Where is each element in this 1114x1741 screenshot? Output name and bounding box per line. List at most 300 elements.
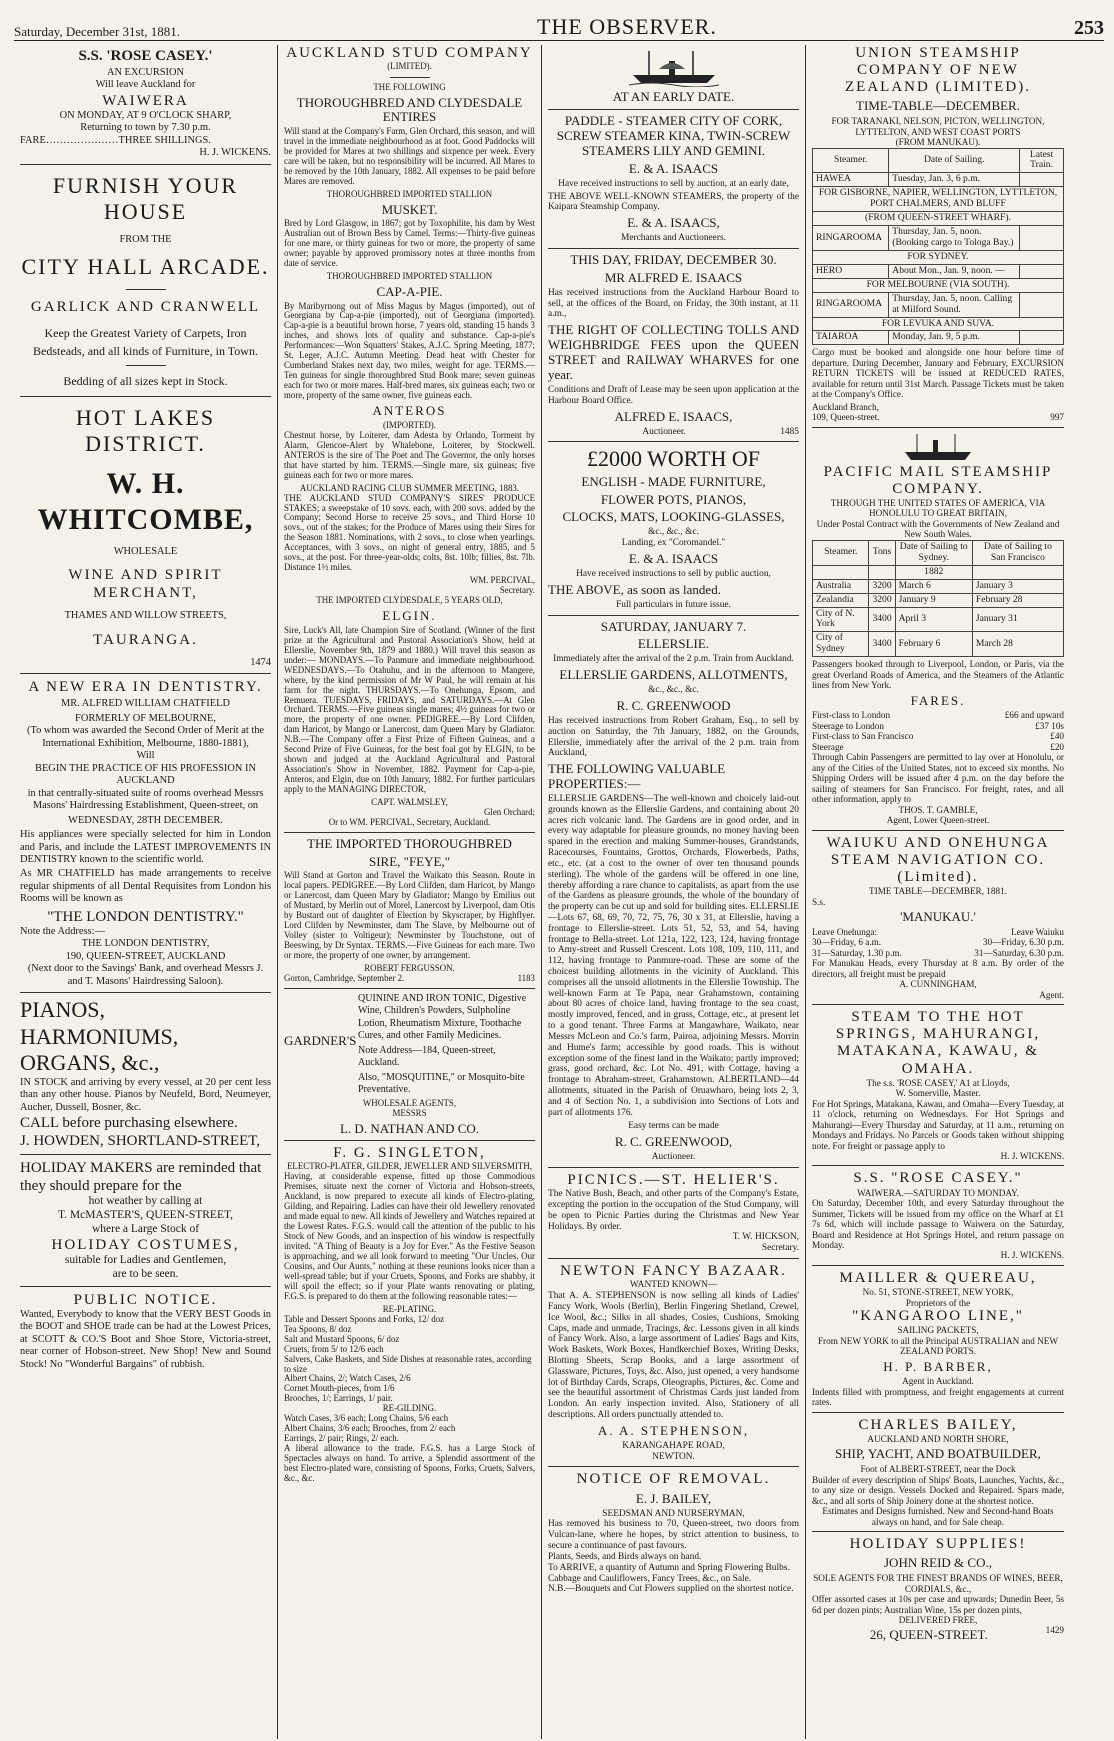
masthead-title: THE OBSERVER. [537,14,717,39]
table-row [813,226,1064,251]
cell [1020,226,1064,251]
rose-casey-2: S.S. "ROSE CASEY." [853,1170,1023,1187]
estimates: Estimates and Designs furnished. New and Second-hand Boats always on hand, and for Sale cheap. [822,1506,1054,1527]
fare-row [812,721,1064,731]
note-address: Note Address—184, Queen-street, Auckland. [358,1044,496,1069]
table-row [813,264,1064,278]
harmoniums: HARMONIUMS, [20,1023,179,1049]
rose-casey-2-text: On Saturday, December 10th, and every Saturday throughout the Summer, Tickets will be issued from my office on the Wharf at £1 7s 6d, which will include passage to Waiwera on the Saturday, Board and Residence at Hot Springs Hotel, and return passage on Monday. [812,1198,1064,1250]
barber: H. P. BARBER, [883,1358,993,1374]
dentistry-address: Note the Address:— [20,925,105,937]
picnics-text: The Native Bush, Beach, and other parts of the Company's Estate, excepting the portion in the occupation of the Stud Company, will be open to Picnic Parties during the Christmas and New Year Holidays. By order. [548,1189,799,1232]
cell: January 31 [972,607,1063,632]
cell: 3200 [869,593,895,607]
contract: Under Postal Contract with the Governments of New Zealand and New South Wales. [816,518,1060,540]
cell [869,565,895,579]
dentistry-para: His appliances were specially selected for him in London and Paris, and include the LATEST IMPROVEMENTS IN DENTISTRY known to the scientific world. [20,829,271,865]
cell: February 6 [895,632,972,657]
removal: NOTICE OF REMOVAL. [576,1471,771,1488]
fare-value: £40 [1050,731,1064,742]
cell: April 3 [895,607,972,632]
isaacs-text: Have received instructions to sell by auction, at an early date, [558,178,789,189]
gamble-agent: Agent, Lower Queen-street. [886,815,990,826]
alfred-isaacs: MR ALFRED E. ISAACS [604,269,743,285]
singleton-end: A liberal allowance to the trade. F.G.S. has a Large Stock of Spectacles always on hand. To arrive, a Splendid assortment of the best Electro-plated ware, consisting of Spoons, Forks, Cruets, Salvers, &c., &c. [284,1443,535,1484]
tauranga: TAURANGA. [93,631,198,648]
city-hall-arcade: CITY HALL ARCADE. [21,254,270,280]
holiday-line: where a Large Stock of [91,1222,200,1235]
from-the: FROM THE [119,233,172,245]
bailey: E. J. BAILEY, [635,1490,712,1506]
removal-text: Has removed his business to 70, Queen-street, two doors from Vulcan-lane, where he hopes, by strict attention to business, to secure a continuance of past favours. [548,1519,799,1552]
cell: TAIAROA [813,331,889,345]
cell: Monday, Jan. 9, 5 p.m. [889,331,1020,345]
indents: Indents filled with promptness, and freight engagements at current rates. [812,1386,1064,1408]
fare-label: Steerage [812,741,844,752]
price-item: Tea Spoons, 8/ doz [284,1323,352,1334]
following: THE FOLLOWING [373,81,446,92]
musket: MUSKET. [381,201,438,217]
cell: Australia [813,579,869,593]
etc: &c., &c., &c. [648,685,699,696]
holiday-line: are to be seen. [112,1268,179,1281]
ss: S.s. [812,896,826,907]
ad-ref: 997 [1050,412,1064,423]
isaacs-3-text: Have received instructions to sell by public auction, [576,568,771,579]
leave-cell: Leave Waiuku [1011,926,1064,937]
delivered: DELIVERED FREE, [898,1614,978,1625]
isaacs-3: E. & A. ISAACS [628,551,719,567]
price-item: Cruets, from 5/ to 12/6 each [284,1343,384,1354]
gild-item: Earrings, 2/ pair; Rings, 2/ each. [284,1433,399,1444]
price-item: Albert Chains, 2/; Watch Cases, 2/6 [284,1373,411,1384]
fares: FARES. [910,692,966,708]
holiday-line: HOLIDAY COSTUMES, [51,1237,240,1254]
fare-label: Steerage to London [812,720,884,731]
timetable-2: TIME TABLE—DECEMBER, 1881. [869,886,1007,897]
rose-casey-line: ON MONDAY, AT 9 O'CLOCK SHARP, [59,109,232,121]
table-row [813,593,1064,607]
th: Tons [869,540,895,565]
elgin-heading: THE IMPORTED CLYDESDALE, 5 YEARS OLD, [316,595,503,606]
newton-bazaar: NEWTON FANCY BAZAAR. [560,1263,787,1280]
leave-row [812,948,1064,958]
merchants: Merchants and Auctioneers. [621,233,726,244]
leave-cell: 30—Friday, 6 a.m. [812,937,882,948]
gorton-row [284,974,535,984]
dentistry-address: (Next door to the Savings' Bank, and overhead Messrs J. and T. Masons' Hairdressing Saloon). [27,963,264,987]
wholesale-agents: WHOLESALE AGENTS, [362,1097,457,1108]
th: Steamer. [813,148,889,173]
howden: J. HOWDEN, SHORTLAND-STREET, [20,1132,261,1149]
cell: RINGAROOMA [813,292,889,317]
organs: ORGANS, &c., [20,1050,160,1076]
wickens-2: H. J. WICKENS. [1000,1250,1064,1261]
table-row [813,173,1064,187]
waiwera: WAIWERA.—SATURDAY TO MONDAY. [857,1187,1019,1198]
london-dentistry: "THE LONDON DENTISTRY." [47,908,244,925]
dentistry-line: Will [136,750,155,762]
alfred-text: Has received instructions from the Auckland Harbour Board to sell, at the offices of the Board, on Friday, the 30th instant, at 11 a.m., [548,287,799,320]
elgin: ELGIN. [382,608,437,624]
gardner-name: GARDNER'S [284,1032,357,1048]
worth-line: ENGLISH - MADE FURNITURE, [581,473,766,489]
anteros-text: Chestnut horse, by Loiterer, dam Adesta by Orlando, Torment by Alarm, Glencoe-Alert by Whalebone, Loiterer, by Stockwell. ANTEROS is the sire of The Poet and The Governor, the only horses that have started by him. TERMS.—Single mare, six guineas; five guineas each for two or more mares. [284,429,535,480]
racing-text: THE AUCKLAND STUD COMPANY'S SIRES' PRODUCE STAKES; a sweepstake of 10 sovs. each, with 200 sovs. added by the Company; Second Horse to receive 25 sovs., and Third Horse 10 sovs., out of the stakes; for the Produce of Mares using their Sires for the Season 1881. Nominations, with 2 sovs., to close when yearlings. Acceptances, with 3 sovs., on night of general entry, 1885, and 5 sovs., at the post. For three-year-olds; colts, 8st. 10lb; fillies, 8st. 7lb. Distance 1½ miles. [284,492,535,573]
walmsley: CAPT. WALMSLEY, [371,797,448,808]
table-row [813,579,1064,593]
for-taranaki: FOR TARANAKI, NELSON, PICTON, WELLINGTON, LYTTELTON, AND WEST COAST PORTS [831,116,1045,137]
nb: N.B.—Bouquets and Cut Flowers supplied on the shortest notice. [548,1584,794,1595]
leave-cell: 31—Saturday, 1.30 p.m. [812,947,902,958]
column-2 [278,45,542,1739]
fare-row [812,742,1064,752]
foot-albert: Foot of ALBERT-STREET, near the Dock [860,1464,1016,1475]
fare-label: First-class to San Francisco [812,731,914,742]
messrs: MESSRS [392,1107,427,1118]
cell: Tuesday, Jan. 3, 6 p.m. [889,173,1020,187]
percival: WM. PERCIVAL, [469,575,535,586]
dentistry-line: WEDNESDAY, 28TH DECEMBER. [68,814,223,826]
worth-line: CLOCKS, MATS, LOOKING-GLASSES, [562,509,785,525]
musket-heading: THOROUGHBRED IMPORTED STALLION [326,188,493,199]
fare-row [812,710,1064,720]
cell: Zealandia [813,593,869,607]
column-3 [542,45,806,1739]
garlick-text: Keep the Greatest Variety of Carpets, Iron Bedsteads, and all kinds of Furniture, in Town. [33,325,258,358]
greenwood-text: Has received instructions from Robert Graham, Esq., to sell by auction on Saturday, the 7th January, 1882, on the Grounds, Ellerslie, immediately after the arrival of the 2 p.m. train from Auckland, [548,715,799,759]
furnish-heading: FURNISH YOUR HOUSE [52,172,239,225]
or-to: Or to WM. PERCIVAL, Secretary, Auckland. [328,817,491,828]
new-york: From NEW YORK to all the Principal AUSTRALIAN and NEW ZEALAND PORTS. [817,1335,1059,1357]
offer: Offer assorted cases at 10s per case and upwards; Dunedin Beer, 5s 6d per dozen pints; Australian Wine, 15s per dozen pints, [812,1594,1064,1615]
gild-item: Watch Cases, 3/6 each; Long Chains, 5/6 each [284,1413,449,1424]
right-collecting: THE RIGHT OF COLLECTING TOLLS AND WEIGHBRIDGE FEES upon the QUEEN STREET and RAILWAY WHARVES for one year. [548,322,799,382]
full-particulars: Full particulars in future issue. [616,599,731,610]
newton-text: That A. A. STEPHENSON is now selling all kinds of Ladies' Fancy Work, Wools (Berlin), Berlin Fingering Shetland, Crewel, Ice Wool, &c.; Silks in all shades, Cosies, Cushions, Smoking Caps, made and unmade, Tracings, &c. Lessons given in all kinds of Fancy Work. Also, a large assortment of Ladies' Bags and Kits, Work Baskets, Work Boxes, Handkerchief Boxes, Writing Desks, Blotting Sheets, Scrap Books, and a large assortment of Glassware, Pictures, Toys, &c. Also, just opened, a very handsome lot of Birthday Cards, Scraps, Oleographs, Pictures, &c. Come and see the beautiful assortment of Christmas Cards just landed from London. An early inspection invited. Also, Stationery of all descriptions. All orders punctually attended to. [548,1291,799,1421]
ad-ref: 1485 [780,426,799,437]
cell: January 3 [972,579,1063,593]
price-item: Table and Dessert Spoons and Forks, 12/ doz [284,1313,445,1324]
fare-value: £37 10s [1035,720,1064,731]
conditions: Conditions and Draft of Lease may be seen upon application at the Harbour Board Office. [548,384,799,406]
jan-7: SATURDAY, JANUARY 7. [600,618,747,634]
dentistry-line: in that centrally-situated suite of rooms overhead Messrs Masons' Hairdressing Establishment, Queen-street, on [27,787,264,812]
from-manukau: (FROM MANUKAU). [895,137,981,148]
column-4 [806,45,1070,1739]
worth: £2000 WORTH OF [586,446,761,472]
mailler: MAILLER & QUEREAU, [839,1269,1037,1286]
cell [1020,292,1064,317]
seedsman: SEEDSMAN AND NURSERYMAN, [602,1508,745,1519]
anteros: ANTEROS [372,403,447,419]
charles-bailey: CHARLES BAILEY, [858,1416,1018,1433]
page-number: 253 [1074,17,1104,39]
picnics: PICNICS.—ST. HELIER'S. [567,1171,780,1188]
holiday-line: T. McMASTER'S, QUEEN-STREET, [57,1208,234,1221]
rose-casey-line: AN EXCURSION [106,67,185,78]
fare-text: Through Cabin Passengers are permitted to lay over at Honolulu, or any of the Cities of the United States, not to exceed six months. No Shipping Orders will be issued after 4 p.m. on the day before the sailing of steamers for San Francisco. For freight, rates, and all other information, apply to [812,752,1064,805]
column-1 [14,45,278,1739]
rose-casey-line: Will leave Auckland for [95,79,196,91]
hot-lakes-heading: HOT LAKES DISTRICT. [75,404,216,457]
cell [1020,331,1064,345]
fare-value: £20 [1050,741,1064,752]
garlick-heading: GARLICK AND CRANWELL [30,298,261,315]
steam-ss: The s.s. 'ROSE CASEY,' A1 at Lloyds, [866,1077,1010,1088]
dentistry-line: (To whom was awarded the Second Order of Merit at the International Exhibition, Melbourne, 1880-1881), [26,725,265,749]
greenwood: R. C. GREENWOOD [616,697,731,713]
plants: Plants, Seeds, and Birds always on hand. [548,1551,702,1562]
steam-text: For Hot Springs, Matakana, Kawau, and Omaha—Every Tuesday, at 11 o'clock, returning on Wednesdays. For Hot Springs and Mahurangi—Every Thursday and Saturday, at 11 a.m., returning on Mondays and Fridays. No Parcels or Goods taken without shipping note. For freight or passage apply to [812,1098,1065,1151]
ad-ref: 1429 [1045,1625,1064,1636]
greenwood-2: R. C. GREENWOOD, [614,1134,733,1150]
whitcombe-name: W. H. WHITCOMBE, [37,466,254,536]
manukau: 'MANUKAU.' [900,909,976,925]
cunningham: A. CUNNINGHAM, [899,979,977,990]
fergusson: ROBERT FERGUSSON. [364,962,455,973]
feye-heading: THE IMPORTED THOROUGHBRED [307,836,512,852]
rose-casey-fare: FARE…………………THREE SHILLINGS. [20,134,211,146]
price-item: Salt and Mustard Spoons, 6/ doz [284,1333,400,1344]
thames-willow: THAMES AND WILLOW STREETS, [64,610,227,622]
wickens: H. J. WICKENS. [1000,1151,1064,1161]
cell: HAWEA [813,173,889,187]
masthead [14,6,1104,41]
wine-merchant: WINE AND SPIRIT MERCHANT, [68,567,223,602]
section: FOR SYDNEY. [813,250,1064,264]
john-reid: JOHN REID & CO., [884,1555,992,1571]
holiday-supplies: HOLIDAY SUPPLIES! [849,1536,1027,1553]
early-date: AT AN EARLY DATE. [612,89,735,104]
singleton-title: F. G. SINGLETON, [333,1145,486,1162]
cell: March 6 [895,579,972,593]
ad-ref: 1474 [250,656,271,668]
glen-orchard: Glen Orchard; [483,807,535,818]
above-steamers: THE ABOVE WELL-KNOWN STEAMERS, the property of the Kaipara Steamship Company. [548,191,799,213]
masthead-date: Saturday, December 31st, 1881. [14,24,180,39]
manukau-text: For Manukau Heads, every Thursday at 8 a.m. By order of the directors, all freight must be prepaid [812,958,1064,979]
replating: RE-PLATING. [382,1303,437,1314]
price-item: Salvers, Cake Baskets, and Side Dishes at reasonable rates, according to size [284,1353,532,1374]
stud-title: AUCKLAND STUD COMPANY [286,45,533,61]
section: FOR MELBOURNE (VIA SOUTH). [813,278,1064,292]
cell: City of N. York [813,607,869,632]
cell: RINGAROOMA [813,226,889,251]
public-notice-text: Wanted, Everybody to know that the VERY BEST Goods in the BOOT and SHOE trade can be had at the Lowest Prices, at SCOTT & CO.'S Boot and Shoe Store, Victoria-street, near corner of Hobson-street. New Shop! New and Sound Stock! No "Wonderful Bargains" of rubbish. [20,1308,271,1370]
leave-row [812,927,1064,937]
pianos: PIANOS, [20,997,105,1023]
charles-loc: AUCKLAND AND NORTH SHORE, [867,1433,1009,1444]
leave-cell: 31—Saturday, 6.30 p.m. [974,947,1064,958]
branch: Auckland Branch, [812,401,879,412]
auctioneer-2: Auctioneer. [651,1152,696,1163]
builder: Builder of every description of Ships' Boats, Launches, Yachts, &c., to any size or design. Vessels Docked and Repaired. Spars made, &c., and all sorts of Ship Joinery done at the shortest notice. [812,1474,1064,1506]
capapie: CAP-A-PIE. [376,283,443,299]
quinine: QUININE AND IRON TONIC, Digestive Wine, Children's Powders, Sulpholine Lotion, Rheumatism Mixture, Toothache Cures, and other Family Medicines. [358,992,527,1042]
leave-cell: Leave Onehunga: [812,926,878,937]
landing: Landing, ex "Coromandel." [621,538,726,549]
feye-text: Will Stand at Gorton and Travel the Waikato this Season. Route in local papers. PEDIGREE.—By Lord Clifden, dam Haricot, by Mango or Lanercost, dam Queen Mary by Gladiator; Mango by Emilius out of Mustard, by Merlin out of Morel, Lanercost by Liverpool, dam Otis by Bustard out of daughter of Election by Skyscraper, by Highflyer. Lord Clifden by Newminster, dam The Slave, by Melbourne out of Volley (sister to Voltigeur); Newminster by Touchstone, out of Beeswing, by Dr Syntax. TERMS.—Five Guineas for each mare. Two or more, the property of one owner, by arrangement. [284,870,535,960]
regilding: RE-GILDING. [382,1403,437,1414]
feye: SIRE, "FEYE," [368,853,451,869]
dentistry-para: As MR CHATFIELD has made arrangements to receive regular shipments of all Dental Requisites from London his Rooms will be known as [20,868,271,905]
th: Date of Sailing to Sydney. [895,540,972,565]
cell: Thursday, Jan. 5, noon. (Booking cargo to Tologa Bay.) [889,226,1020,251]
fare-label: First-class to London [812,710,891,721]
gardner-ad [284,993,535,1099]
rose-casey-title: S.S. 'ROSE CASEY.' [78,48,213,64]
stephenson: A. A. STEPHENSON, [597,1422,750,1438]
rose-casey-line: WAIWERA [102,92,189,109]
auctioneer: Auctioneer. [642,426,686,437]
cell [972,565,1063,579]
through: THROUGH THE UNITED STATES OF AMERICA, VIA HONOLULU TO GREAT BRITAIN, [830,497,1046,519]
pacific-title: PACIFIC MAIL STEAMSHIP COMPANY. [823,463,1053,497]
capapie-heading: THOROUGHBRED IMPORTED STALLION [326,271,493,281]
table-row [813,292,1064,317]
this-friday: THIS DAY, FRIDAY, DECEMBER 30. [570,251,777,267]
price-item: Cornet Mouth-pieces, from 1/6 [284,1383,395,1394]
gild-item: Albert Chains, 3/6 each; Brooches, from 2/ each [284,1423,456,1434]
wholesale: WHOLESALE [113,545,178,557]
th: Steamer. [813,540,869,565]
alfred-isaacs-2: ALFRED E. ISAACS, [614,408,733,424]
hickson-sec: Secretary. [761,1243,799,1254]
cabbage: Cabbage and Cauliflowers, Fancy Trees, &c., on Sale. [548,1573,752,1584]
singleton-sub: ELECTRO-PLATER, GILDER, JEWELLER AND SILVERSMITH, [287,1161,532,1172]
elgin-text: Sire, Luck's All, late Champion Sire of Scotland. (Winner of the first prize at the Agricultural and Pastoral Association's Show, held at Ellerslie, November 9th, 1879 and 1880.) Will travel this season as under:— MONDAYS.—To Panmure and immediate neighbourhood. WEDNESDAYS.—To Otahuhu, and in the afternoon to Mangere, where, by the kind permission of Mr W Paul, he will remain at his farm for the night. THURSDAYS.—To Onehunga, Epsom, and Remuera. TUESDAYS, FRIDAYS, and SATURDAYS.—At Glen Orchard. TERMS.—Five guineas single mares; 4½ guineas for two or more, the property of one owner. PEDIGREE.—By Lord Clifden, dam Haricot, by Mango or Lanercost, dam Queen Mary by Gladiator. N.B.—The Company offer a First Prize of Fifteen Guineas, and a Second Prize of Five Guineas, for the best foal got by ELGIN, to be shown and judged at the Auckland Agricultural and Pastoral Association's Show in November, 1882. Payment for Cap-a-pie, Anteros, and Elgin, due on 10th January, 1882. For further particulars apply to the MANAGING DIRECTOR, [284,624,535,795]
cell: 3200 [869,579,895,593]
holiday-line: hot weather by calling at [88,1194,203,1207]
cell [813,565,869,579]
isaacs-1: E. & A. ISAACS [628,160,719,176]
gamble: THOS. T. GAMBLE, [898,804,978,815]
steam-title: STEAM TO THE HOT SPRINGS, MAHURANGI, MATAKANA, KAWAU, & OMAHA. [835,1009,1041,1077]
somerville: W. Somerville, Master. [895,1088,981,1099]
ellerslie: ELLERSLIE. [637,636,710,652]
properties: ELLERSLIE GARDENS—The well-known and choicely laid-out grounds known as the Ellerslie Gardens, and containing about 20 acres rich volcanic land. The Gardens are in good order, and in every way adaptable for pleasure grounds, no money having been spared in the erection and making Summer-houses, Grandstands, Racecourses, Fountains, Grottos, Orchards, Flowerbeds, Paths, etc., etc. (at a cost to the owner of over ten thousand pounds sterling). The whole of the gardens will be offered in one line, thereby affording a rare chance to capitalists, as apart from the use of the Gardens as pleasure grounds, the whole of the boundary of the property can be cut up and sold for building sites. ELLERSLIE—Lots 67, 68, 69, 70, 72, 75, 76, 30 x 31, at Ellerslie, having a frontage to Ellerslie-street. Lots 51, 52, 53, and 54, having frontage to Bella-street. Lot 121a, 122, 123, 124, having frontage to Amy-street and Russell Crescent. Lots 108, 109, 110, 111, and 112, having frontage to Panmure-road. These are some of the choicest building allotments in the vicinity of Auckland. This comprises all the unsold allotments in the Ellerslie Township. The well-known Farm at Te Papa, near Grahamstown, containing about 80 acres of choice land, having frontage to the sea coast, mostly improved, fenced, and in grass, Cottage, etc., at present let to a good tenant. Three Farms at Mangawhare, Waikato, near Messrs McLeon and Co.'s farm, Pairoa, adjoining Messrs. Morrin and Hume's farm; accessible by good roads. This is without exception some of the finest land in the Waikato; partly improved; grass, good orchard, &c. Lot No. 491, with Cottage, having a frontage to Abraham-street, Grahamstown. ALBERTLAND—44 allotments, situated in the Parish of Oruawharo, being lots 2, 3, and 4 of Section No. 1, a subdivision into Sections of Lots and part of allotments 176. [548,794,799,1118]
leave-row [812,937,1064,947]
section: (FROM QUEEN-STREET WHARF). [813,212,1064,226]
steamship-icon [903,432,973,462]
worth-line: &c., &c., &c. [648,527,699,538]
mailler-addr: No. 51, STONE-STREET, NEW YORK, [862,1287,1014,1298]
steamship-icon [629,47,719,87]
wanted-known: WANTED KNOWN— [629,1280,718,1291]
entires: THOROUGHBRED AND CLYDESDALE ENTIRES [296,94,523,125]
table-row [813,331,1064,345]
dentistry-line: MR. ALFRED WILLIAM CHATFIELD [61,698,230,710]
newton: NEWTON. [652,1451,695,1462]
call-before: CALL before purchasing elsewhere. [20,1114,238,1131]
easy-terms: Easy terms can be made [628,1121,719,1132]
cunningham-agent: Agent. [1039,989,1064,1000]
th: Date of Sailing. [889,148,1020,173]
holiday-makers: HOLIDAY MAKERS are reminded that they should prepare for the [20,1159,262,1194]
cell: HERO [813,264,889,278]
th: Date of Sailing to San Francisco [972,540,1063,565]
table-row [813,607,1064,632]
passengers: Passengers booked through to Liverpool, London, or Paris, via the great Overland Roads of America, and the Steamers of the Atlantic lines from New York. [812,659,1064,691]
columns [14,45,1104,1739]
sole-agents: SOLE AGENTS FOR THE FINEST BRANDS OF WINES, BEER, CORDIALS, &c., [813,1573,1063,1594]
singleton-text: Having, at considerable expense, fitted up those Commodious Premises, situate next the corner of Victoria and Hobson-streets, Auckland, is now prepared to execute all kinds of Electro-plating, Gilding, and Repairing. Ladies can have their old Jewellery renovated and made equal to new. All kinds of Jewellery and Watches repaired at the Lowest Rates. F.G.S. would call the attention of the public to his Stock of New Goods, and an inspection of his window is respectfully invited. "A Thing of Beauty is a Joy for Ever." As the Festive Season is approaching, and we all look forward to meeting "Our Uncles, Our Cousins, and Our Aunts," nothing at these reunions looks nicer than a well-spread table; but if your Cruets, Spoons, and Forks are shabby, it will spoil the effect; so if your Plate wants renovating or plating, F.G.S. is prepared to do them at the following reasonable rates:— [284,1171,535,1301]
dentistry-line: FORMERLY OF MELBOURNE, [75,712,216,724]
dentistry-address: THE LONDON DENTISTRY, [81,938,210,950]
karangahape: KARANGAHAPE ROAD, [622,1440,725,1451]
cell: About Mon., Jan. 9, noon. — [889,264,1020,278]
cell: 1882 [895,565,972,579]
price-item: Brooches, 1/; Earrings, 1/ pair. [284,1393,393,1404]
barber-agent: Agent in Auckland. [902,1376,974,1387]
holiday-line: suitable for Ladies and Gentlemen, [64,1254,227,1267]
racing-heading: AUCKLAND RACING CLUB SUMMER MEETING, 1883. [299,482,520,493]
nathan: L. D. NATHAN AND CO. [339,1120,480,1136]
dentistry-address: 190, QUEEN-STREET, AUCKLAND [65,950,226,962]
cell: 3400 [869,607,895,632]
in-stock: IN STOCK and arriving by every vessel, at 20 per cent less than any other house. Pianos by Neufeld, Bord, Neumeyer, Aucher, Dussell, Bosner, &c. [20,1076,271,1113]
cell: March 28 [972,632,1063,657]
valuable: THE FOLLOWING VALUABLE PROPERTIES:— [548,761,726,792]
mosquitine: Also, "MOSQUITINE," or Mosquito-bite Preventative. [358,1071,525,1096]
fare-row [812,731,1064,741]
gorton: Gorton, Cambridge, September 2. [284,972,405,983]
kangaroo: "KANGAROO LINE," [852,1308,1024,1325]
union-title: UNION STEAMSHIP COMPANY OF NEW ZEALAND (LIMITED). [845,45,1031,96]
hickson: T. W. HICKSON, [732,1232,799,1243]
rose-casey-line: Returning to town by 7.30 p.m. [80,122,211,134]
bedding: Bedding of all sizes kept in Stock. [63,373,228,388]
cell [1020,173,1064,187]
public-notice-title: PUBLIC NOTICE. [73,1291,218,1308]
rose-casey-signature: H. J. WICKENS. [199,147,271,159]
pacific-table [812,540,1064,657]
cell: Thursday, Jan. 5, noon. Calling at Milford Sound. [889,292,1020,317]
stud-sub: (LIMITED). [387,60,432,71]
gardens: ELLERSLIE GARDENS, ALLOTMENTS, [559,667,788,683]
cell: 3400 [869,632,895,657]
paddle-steamer: PADDLE - STEAMER CITY OF CORK, SCREW STEAMER KINA, TWIN-SCREW STEAMERS LILY AND GEMINI. [556,112,791,158]
th: Latest Train. [1020,148,1064,173]
table-row [813,632,1064,657]
cell: City of Sydney [813,632,869,657]
union-timetable: TIME-TABLE—DECEMBER. [856,98,1020,114]
to-arrive: To ARRIVE, a quantity of Autumn and Spring Flowering Bulbs. [548,1562,790,1573]
branch-addr: 109, Queen-street. [812,412,880,423]
section: FOR GISBORNE, NAPIER, WELLINGTON, LYTTLETON, PORT CHALMERS, AND BLUFF [813,187,1064,212]
section: FOR LEVUKA AND SUVA. [813,317,1064,331]
percival-sec: Secretary. [499,585,535,596]
capapie-text: By Maribyrnong out of Miss Magus by Magus (imported), out of Georgiana by Cap-a-pie (imported), out of Georgiana (imported). Cap-a-pie is a beautiful brown horse, 7 years old, standing 15 hands 3 inches, and shows lots of quality and substance. Cap-a-pie's Performances:—Won Squatters' Stakes, A.J.C. Spring Meeting, 1877; St. Leger, A.J.C. Autumn Meeting. Dead heat with Chester for Cumberland Stakes next day, two miles, weight for age. TERMS.—Ten guineas for single thoroughbred Stud Book mare; seven guineas each for two or more mares. Half-bred mares, six guineas each; two or more, property of the same owner, five guineas each. [284,300,535,401]
above-landed: THE ABOVE, as soon as landed. [548,581,721,597]
stud-text: Will stand at the Company's Farm, Glen Orchard, this season, and will travel in the immediate neighbourhood as at foot. Good Paddocks will be provided for Mares at two shillings and sixpence per week. Every care will be taken, but no responsibility will be incurred. All Mares to be removed by the 10th January, 1882. All expenses to be paid before Mares are removed. [284,125,535,186]
waiuku-title: WAIUKU AND ONEHUNGA STEAM NAVIGATION CO. (Limited). [826,834,1050,885]
proprietors: Proprietors of the [905,1297,971,1308]
train: Immediately after the arrival of the 2 p.m. Train from Auckland. [553,654,794,665]
anteros-sub: (IMPORTED). [383,419,436,430]
cell: January 9 [895,593,972,607]
leave-cell: 30—Friday, 6.30 p.m. [982,937,1064,948]
ad-ref: 1183 [517,972,535,983]
worth-line: FLOWER POTS, PIANOS, [600,491,747,507]
cell: February 28 [972,593,1063,607]
packets: SAILING PACKETS, [897,1325,979,1336]
shipbuilder: SHIP, YACHT, AND BOATBUILDER, [835,1446,1041,1462]
union-text: Cargo must be booked and alongside one hour before time of departure. During December, January and February, EXCURSION RETURN TICKETS will be issued at REDUCED RATES, available for return until 31st March. Passage Tickets must be taken at the Company's Office. [812,347,1064,400]
isaacs-2: E. & A. ISAACS, [627,215,720,231]
dentistry-title: A NEW ERA IN DENTISTRY. [28,679,263,696]
